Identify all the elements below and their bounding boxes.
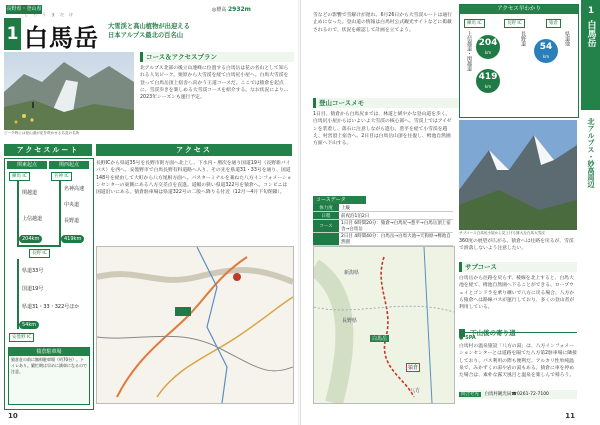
mountain-number: 1: [4, 18, 21, 50]
route-ic2: 名神 IC: [51, 172, 72, 181]
sub-course-text: 白馬岳から往路を戻らず、稜線を北上すると、白馬大池を経て、栂池自然園へ下ることができる。ロープウェイとゴンドラを乗り継いで八方に戻る場合、八方から猿倉へは路線バスが運行しており、多くの登山者が利用している。: [459, 276, 575, 311]
sub-course-heading: サブコース: [459, 262, 577, 272]
title-ruby: しろうまだけ: [24, 12, 78, 17]
access-quick-diagram: [459, 4, 579, 118]
trail-map: [313, 246, 455, 404]
region-tag: 長野県・登山県: [6, 6, 42, 12]
mountain-photo-icon: [4, 52, 134, 130]
route-dist3: 54km: [19, 321, 39, 329]
route-col1-head: 関東起点: [7, 161, 47, 169]
access-map: [96, 246, 294, 404]
page-number-right: 11: [565, 412, 575, 420]
route-ic3: 長野 IC: [29, 249, 50, 258]
spa-label: ● SPA: [459, 335, 476, 341]
spa-text: 白馬村の温泉施設「八方の湯」は、八方インフォメーションセンターとは道路を隔てた八方第2駐車場に隣接しており、バス利用の際も便利だ。アルカリ性単純温泉で、みかずくの湯や岩の湯もある。猿倉に車を停めた場合は、素朴な露天風呂と温泉を楽しんで帰ろう。: [459, 344, 577, 379]
right-photo-text: 360度の展望が広がる。猿倉へは往路を戻るが、雪渓で滑落しないよう注意したい。: [459, 239, 574, 252]
diagram-mid-col: 長野道: [520, 31, 526, 46]
right-page: [300, 0, 600, 425]
route-node: 中央道: [64, 202, 80, 208]
car-note-text: 猿倉荘の前に無料駐車場（約70台）。トイレあり。繁忙期は早めに満車になるので注意。: [11, 357, 87, 374]
route-node: 名神高速: [64, 186, 85, 192]
route-dist1: 204km: [19, 235, 42, 243]
right-photo-caption: サブコース白馬尻小屋から見上げる雄大な白馬大雪渓: [459, 231, 545, 235]
main-photo: [4, 52, 134, 130]
table-row: コース 1日目 6時間20分：猿倉→白馬尻→葱平→白馬岳頂上宿舎→白馬岳: [313, 220, 453, 233]
map-label: 猿倉: [408, 365, 419, 371]
memo-text: 1日目。猿倉から白馬尻までは、林道と緩やかな登山道を歩く。白馬尻小屋からはいよいよ大雪渓の核心部へ。雪渓上ではアイゼンを装着し、落石に注意しながら進む。葱平を経て小雪渓を越え、村営頂上宿舎へ。2日目は白馬岳山頂を往復し、栂池自然園方面へ下山する。: [313, 112, 452, 147]
diagram-d2: 419 km: [476, 69, 500, 93]
snow-peak-photo-icon: [459, 120, 577, 230]
map-label: 八方: [410, 388, 421, 394]
diagram-d1: 204 km: [476, 35, 500, 59]
route-node: 長野道: [64, 218, 80, 224]
elevation: ◎標高 2932m: [212, 6, 251, 13]
map-label: 長野県: [342, 318, 358, 324]
subtitle: 大雪渓と高山植物が出迎える 日本アルプス最北の百名山: [108, 23, 190, 39]
diagram-ic-left: 練馬 IC: [464, 19, 485, 28]
page-title: 白馬岳: [24, 24, 99, 52]
table-row: 2日目 4時間40分：白馬岳→白馬大池→天狗原→栂池自然園: [313, 233, 453, 246]
side-region: 北アルプス・妙高周辺: [587, 118, 595, 188]
side-index: [581, 0, 600, 425]
table-row: 体力度 上級: [313, 204, 453, 212]
detour-heading: 下山後の寄り道: [459, 322, 577, 333]
diagram-title: アクセス早わかり: [460, 5, 578, 14]
car-note-title: 猿倉駐車場: [9, 348, 89, 356]
road-box: 国道19号: [22, 286, 44, 292]
plan-heading: コース＆アクセスプラン: [140, 52, 294, 62]
route-ic1: 練馬 IC: [9, 172, 30, 181]
route-bar: アクセスルート: [4, 144, 92, 156]
intro-text: 雪などの影響で雪解けが遅れ、6月26日から大雪渓ルートは通行止めになった。登山道の情報は白馬村公式観光サイトなどに掲載されるので、状況を確認して計画を立てよう。: [313, 13, 452, 33]
memo-heading: 登山コースメモ: [313, 98, 459, 108]
diagram-d3: 54 km: [534, 39, 558, 63]
trail-map-icon: [314, 247, 454, 403]
diagram-ic-mid: 長野 IC: [504, 19, 525, 28]
access-bar: アクセス: [96, 144, 292, 156]
side-tab: 1 白馬岳: [581, 0, 600, 110]
route-dist2: 419km: [61, 235, 84, 243]
route-node: 上信越道: [22, 216, 43, 222]
route-node: 関越道: [22, 190, 38, 196]
access-text: 長野ICから県道35号を長野市街方面へ北上し、下水内・増次を通り国道19号（長野新バイパス）を西へ。安曇野市で白馬長野有料道路へ入り、その先を県道31・33号を通り、国道148号を経由して大町から八方尾根方面へ。パスターミナルを兼ねた八方インフォメーションセンターの東側にある八方交差点を直進。道幅の狭い県道322号を猿倉へ。コンビニは国道沿いにある。猿倉駐車場は県道322号の二般へ降りる付近（12月～4月下旬閉鎖）。: [96, 161, 292, 196]
car-note: [8, 347, 90, 405]
map-label: 新潟県: [344, 270, 360, 276]
table-row: 日程 前夜泊1泊2日: [313, 212, 453, 220]
route-diagram: [4, 158, 94, 410]
route-final-ic: 安曇野 IC: [9, 333, 34, 342]
plan-text: 北アルプス北部の後立山連峰に位置する白馬岳は花の名山として知られる人気ピーク。栗原から大雪渓を経て白馬尻小屋へ。白馬大雪渓を登って白馬岳頂上宿舎へ向かう王道コースだ。ここでは猿倉を起点に、雪渓歩きを楽しめる大雪渓コースを紹介する。なお状況により…2023年シーズンも運行予定。: [140, 66, 289, 101]
diagram-left-col: 上信越道・関越道: [466, 31, 472, 71]
diagram-right-col: 県道他: [564, 31, 570, 46]
diagram-ic-right: 猿倉: [546, 19, 561, 28]
page-number-left: 10: [8, 412, 18, 420]
course-data-head: コースデータ: [313, 196, 366, 204]
road-box: 県道33号: [22, 268, 44, 274]
contact-box: 問合せ先 白馬村観光局☎0261-72-7100: [459, 390, 577, 399]
road-map-icon: [97, 247, 293, 403]
right-photo: [459, 120, 577, 230]
road-box: 県道31・33・322号ほか: [22, 304, 80, 310]
map-label-peak: 白馬岳: [372, 336, 388, 342]
route-col2-head: 関西起点: [49, 161, 89, 169]
photo-caption: ピーク時には登山道が花を咲かせる名花の名所: [4, 131, 80, 135]
